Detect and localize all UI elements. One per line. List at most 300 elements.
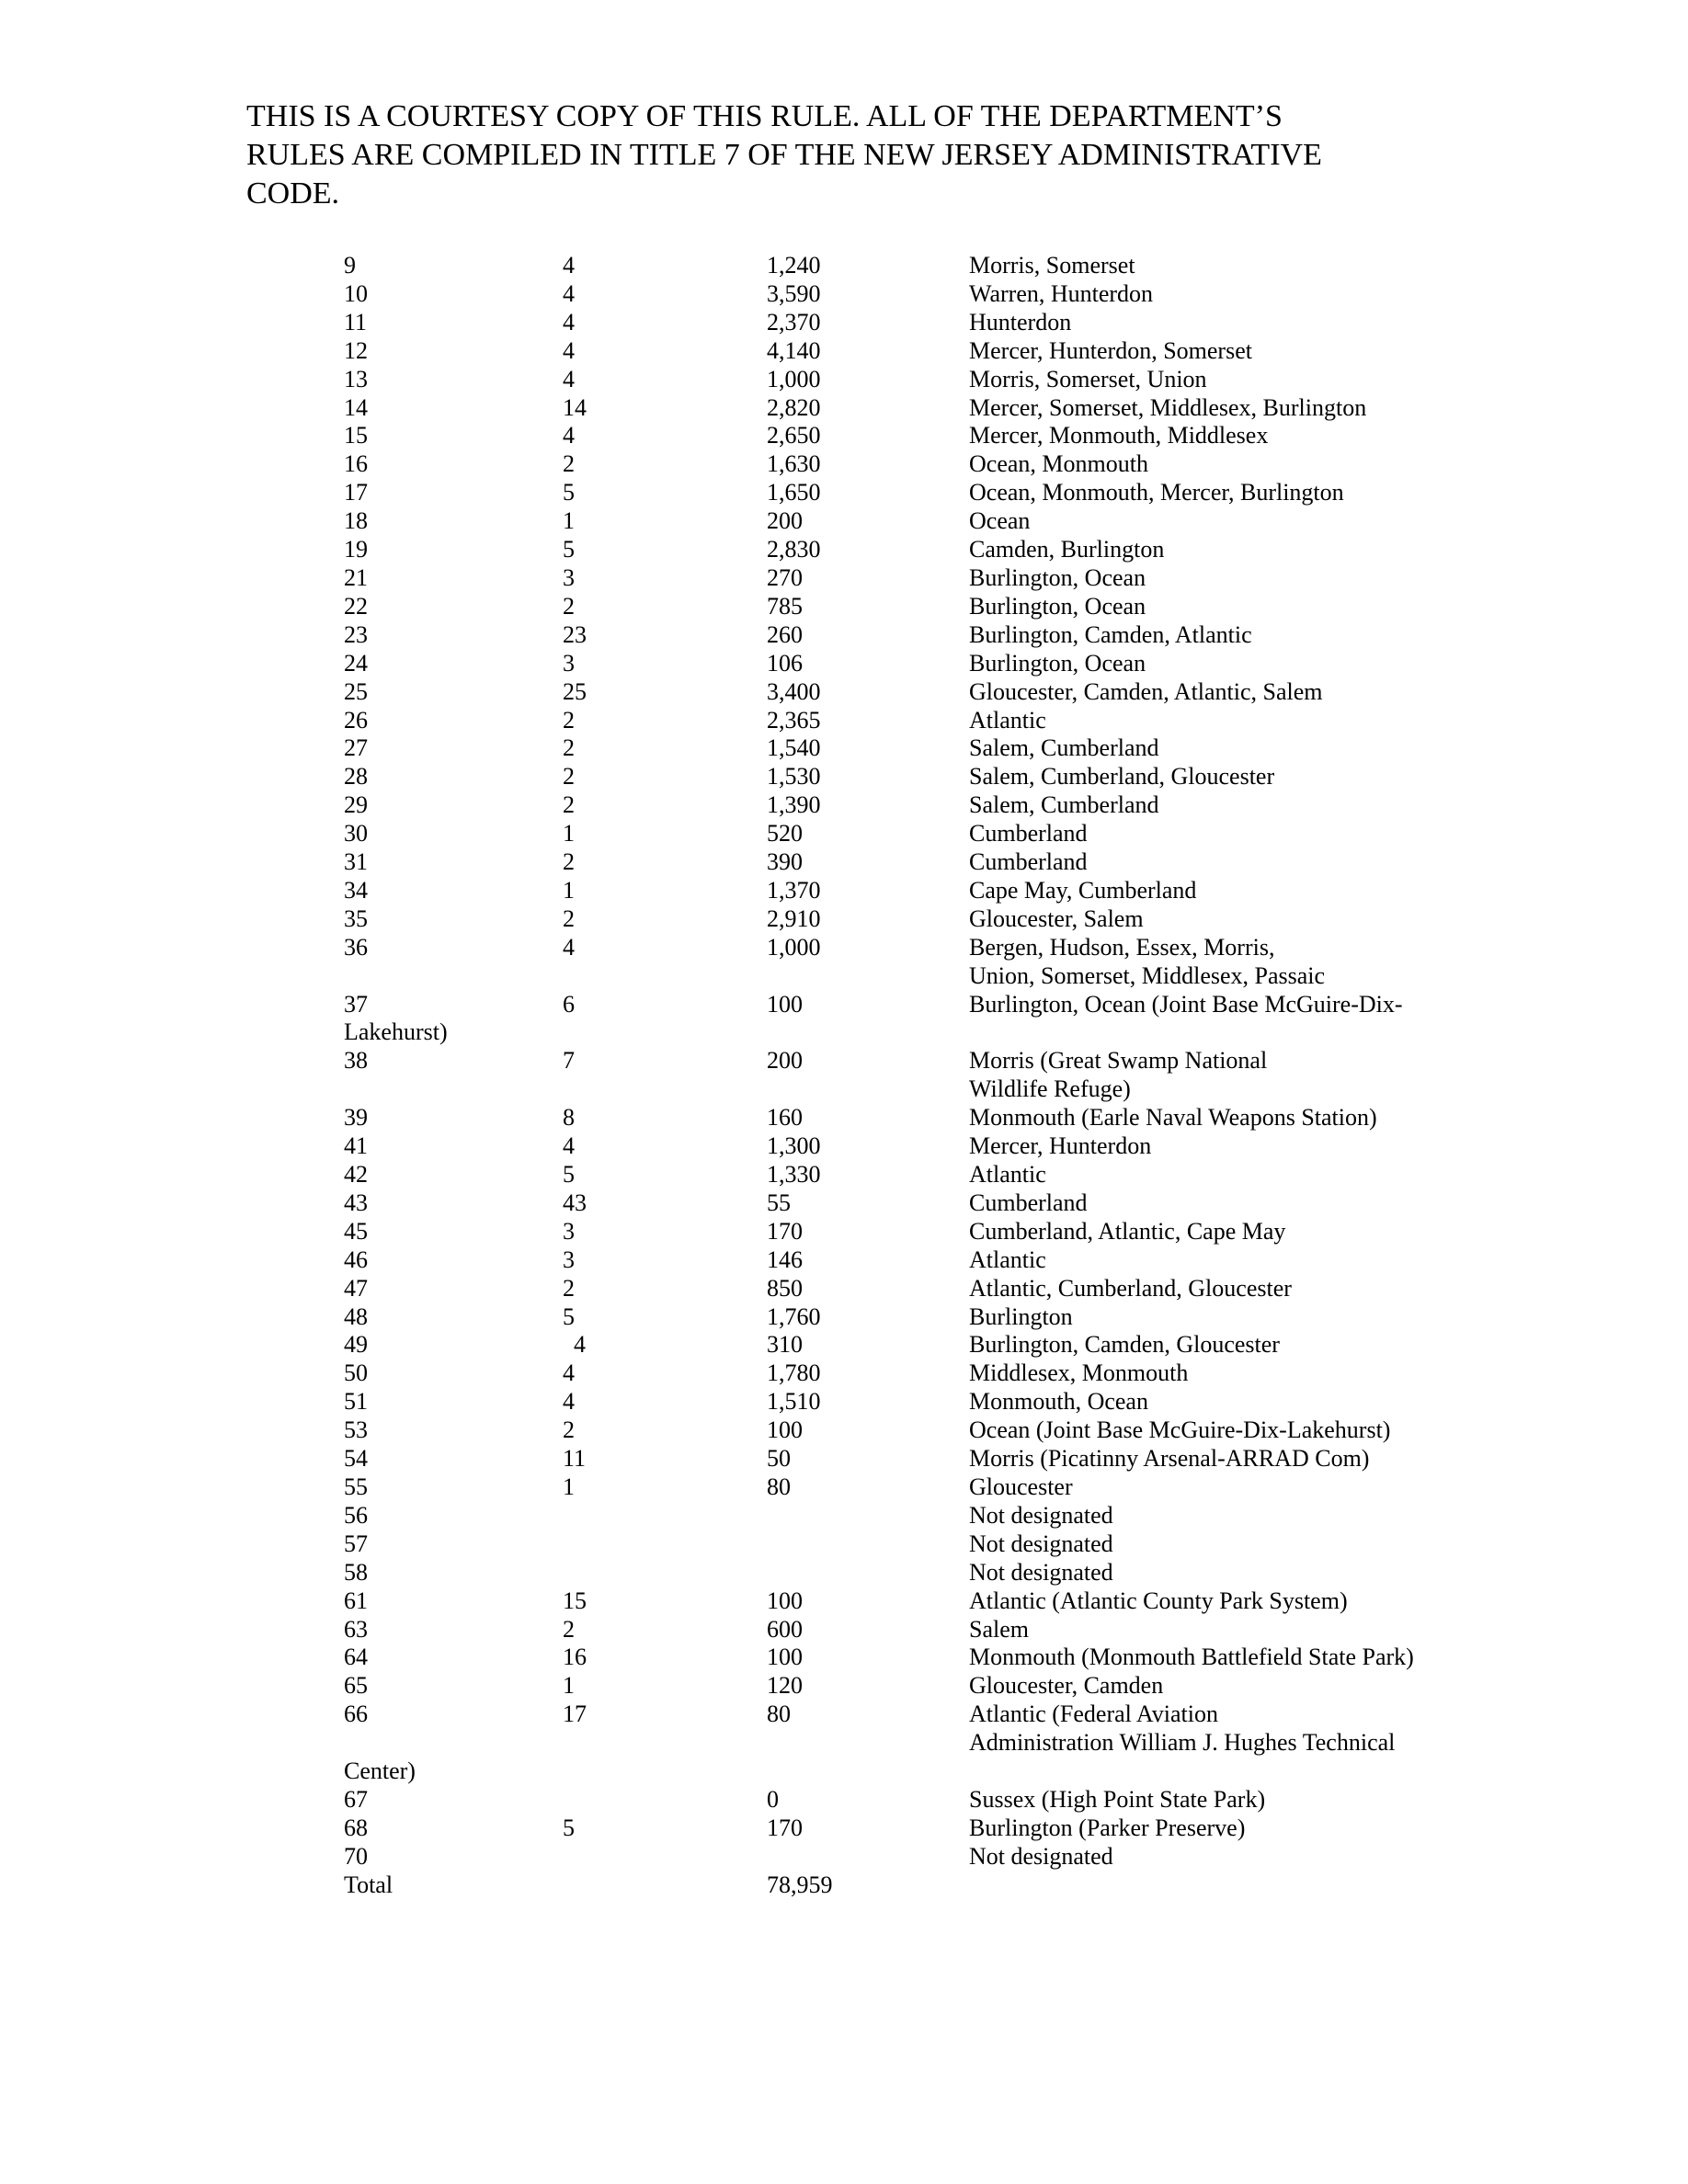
count-cell: 1 (563, 1672, 575, 1700)
acres-cell: 3,590 (767, 279, 821, 307)
acres-cell: 160 (767, 1104, 803, 1132)
count-cell: 3 (563, 563, 575, 591)
zone-number-cell: 10 (344, 279, 368, 307)
counties-line: Ocean (969, 507, 1031, 535)
table-row (344, 1132, 1539, 1161)
counties-line: Bergen, Hudson, Essex, Morris, (969, 933, 1275, 961)
count-cell: 7 (563, 1047, 575, 1075)
counties-line: Atlantic (Atlantic County Park System) (969, 1587, 1348, 1614)
counties-line: Salem, Cumberland, Gloucester (969, 763, 1275, 791)
counties-cell (969, 450, 1539, 479)
count-cell: 4 (563, 1132, 575, 1160)
acres-cell: 2,365 (767, 706, 821, 734)
counties-line: Gloucester, Salem (969, 904, 1144, 932)
counties-cell (969, 593, 1539, 621)
zone-number-cell: 51 (344, 1388, 368, 1416)
zone-number-cell: 42 (344, 1161, 368, 1188)
zone-number-cell: 64 (344, 1644, 368, 1671)
counties-cell (969, 309, 1539, 337)
acres-cell: 270 (767, 563, 803, 591)
acres-cell: 2,820 (767, 393, 821, 421)
counties-line: Mercer, Somerset, Middlesex, Burlington (969, 393, 1367, 421)
counties-line: Middlesex, Monmouth (969, 1359, 1189, 1387)
counties-line: Cumberland (969, 1189, 1088, 1216)
counties-line: Monmouth, Ocean (969, 1388, 1148, 1416)
counties-line: Monmouth (Earle Naval Weapons Station) (969, 1104, 1377, 1132)
counties-cell (969, 877, 1539, 905)
counties-line: Mercer, Hunterdon, Somerset (969, 336, 1252, 364)
counties-line: Morris (Great Swamp National (969, 1047, 1268, 1075)
zone-number-cell: 65 (344, 1672, 368, 1700)
table-row (344, 1416, 1539, 1445)
notice-line: CODE. (246, 176, 340, 210)
zone-number-cell: 43 (344, 1189, 368, 1216)
acres-cell: 1,330 (767, 1161, 821, 1188)
count-cell: 14 (563, 393, 587, 421)
table-row (344, 1644, 1539, 1672)
counties-cell (969, 1104, 1539, 1132)
counties-line: Salem, Cumberland (969, 734, 1159, 762)
acres-cell: 1,630 (767, 450, 821, 478)
table-row (344, 1303, 1539, 1332)
zone-number-cell: 9 (344, 252, 356, 279)
acres-cell: 80 (767, 1473, 791, 1500)
zone-number-cell: 48 (344, 1302, 368, 1330)
counties-cell (969, 1502, 1539, 1530)
count-cell: 4 (563, 1388, 575, 1416)
acres-cell: 1,650 (767, 479, 821, 506)
count-cell: 4 (563, 933, 575, 961)
zone-number-cell: 34 (344, 876, 368, 904)
counties-line: Morris, Somerset, Union (969, 365, 1207, 392)
count-cell: 4 (563, 422, 575, 449)
count-cell: 2 (563, 1274, 575, 1302)
counties-cell (969, 1047, 1539, 1104)
table-row (344, 1473, 1539, 1502)
zone-number-cell: 56 (344, 1501, 368, 1529)
zone-number-cell: 55 (344, 1473, 368, 1500)
table-row (344, 621, 1539, 650)
table-row (344, 1388, 1539, 1416)
counties-line: Burlington, Ocean (969, 563, 1146, 591)
table-row (344, 479, 1539, 507)
zone-number-cell: 24 (344, 649, 368, 677)
counties-cell (969, 1132, 1539, 1161)
counties-cell (969, 337, 1539, 366)
counties-line: Union, Somerset, Middlesex, Passaic (969, 961, 1326, 989)
count-cell: 2 (563, 592, 575, 620)
table-row (344, 791, 1539, 820)
table-row (344, 707, 1539, 735)
zone-number-cell: 28 (344, 763, 368, 791)
counties-line: Cape May, Cumberland (969, 876, 1197, 904)
count-cell: 4 (563, 308, 575, 336)
zone-number-cell: 49 (344, 1331, 368, 1359)
count-cell: 5 (563, 1814, 575, 1841)
counties-line: Cumberland (969, 848, 1088, 876)
counties-line: Atlantic (969, 1246, 1046, 1273)
count-cell: 25 (563, 677, 587, 705)
acres-cell: 50 (767, 1445, 791, 1473)
zone-number-cell: 36 (344, 933, 368, 961)
counties-cell (969, 820, 1539, 848)
counties-cell (969, 621, 1539, 650)
counties-cell (969, 905, 1539, 934)
acres-cell: 146 (767, 1246, 803, 1273)
counties-line: Sussex (High Point State Park) (969, 1785, 1266, 1813)
counties-line: Not designated (969, 1842, 1113, 1870)
counties-cell (969, 1587, 1539, 1616)
zone-number-cell: 14 (344, 393, 368, 421)
counties-line: Gloucester (969, 1473, 1073, 1500)
counties-cell (969, 848, 1539, 877)
acres-cell: 1,760 (767, 1302, 821, 1330)
counties-cell (969, 1416, 1539, 1445)
count-cell: 4 (563, 279, 575, 307)
count-cell: 1 (563, 1473, 575, 1500)
table-row (344, 507, 1539, 536)
counties-wrap-line: Lakehurst) (344, 1018, 448, 1046)
table-row (344, 1161, 1539, 1189)
counties-line: Burlington (Parker Preserve) (969, 1814, 1246, 1841)
acres-cell: 2,830 (767, 536, 821, 563)
acres-cell: 1,000 (767, 933, 821, 961)
count-cell: 3 (563, 1217, 575, 1245)
count-cell: 4 (563, 365, 575, 392)
table-row (344, 1786, 1539, 1814)
count-cell: 11 (563, 1445, 587, 1473)
counties-cell (969, 536, 1539, 564)
counties-line: Atlantic (969, 706, 1046, 734)
table-row (344, 877, 1539, 905)
zone-number-cell: 66 (344, 1701, 368, 1728)
acres-cell: 1,300 (767, 1132, 821, 1160)
acres-cell: 100 (767, 1416, 803, 1444)
counties-line: Warren, Hunterdon (969, 279, 1154, 307)
counties-cell (969, 1445, 1539, 1473)
counties-line: Ocean (Joint Base McGuire-Dix-Lakehurst) (969, 1416, 1391, 1444)
counties-line: Hunterdon (969, 308, 1072, 336)
zone-number-cell: 16 (344, 450, 368, 478)
count-cell: 5 (563, 1302, 575, 1330)
zone-number-cell: 12 (344, 336, 368, 364)
counties-cell (969, 678, 1539, 707)
counties-line: Not designated (969, 1530, 1113, 1557)
counties-cell (969, 707, 1539, 735)
counties-cell (969, 1189, 1539, 1218)
zone-number-cell: 38 (344, 1047, 368, 1075)
counties-cell (969, 1303, 1539, 1332)
count-cell: 4 (563, 252, 575, 279)
counties-cell (969, 934, 1539, 991)
counties-cell (969, 564, 1539, 593)
acres-cell: 2,650 (767, 422, 821, 449)
counties-cell (969, 791, 1539, 820)
counties-line: Salem (969, 1615, 1029, 1643)
acres-cell: 170 (767, 1217, 803, 1245)
acres-cell: 2,910 (767, 904, 821, 932)
counties-cell (969, 507, 1539, 536)
counties-line: Mercer, Hunterdon (969, 1132, 1152, 1160)
count-cell: 4 (563, 336, 575, 364)
table-row (344, 1047, 1539, 1104)
table-row (344, 1359, 1539, 1388)
count-cell: 17 (563, 1701, 587, 1728)
counties-cell (969, 1616, 1539, 1644)
acres-cell: 1,240 (767, 252, 821, 279)
count-cell: 2 (563, 450, 575, 478)
acres-cell: 1,780 (767, 1359, 821, 1387)
acres-cell: 106 (767, 649, 803, 677)
acres-cell: 100 (767, 1644, 803, 1671)
counties-cell (969, 1473, 1539, 1502)
acres-cell: 850 (767, 1274, 803, 1302)
acres-cell: 0 (767, 1785, 779, 1813)
table-row (344, 934, 1539, 991)
zone-number-cell: 63 (344, 1615, 368, 1643)
zone-number-cell: 58 (344, 1558, 368, 1586)
counties-cell (969, 650, 1539, 678)
zone-number-cell: 17 (344, 479, 368, 506)
count-cell: 1 (563, 507, 575, 535)
table-row (344, 1445, 1539, 1473)
acres-cell: 1,540 (767, 734, 821, 762)
counties-line: Burlington (969, 1302, 1073, 1330)
zone-number-cell: 23 (344, 620, 368, 648)
count-cell: 1 (563, 876, 575, 904)
acres-cell: 310 (767, 1331, 803, 1359)
acres-cell: 1,510 (767, 1388, 821, 1416)
counties-cell (969, 1218, 1539, 1246)
zone-number-cell: 22 (344, 592, 368, 620)
acres-cell: 78,959 (767, 1871, 833, 1898)
table-row (344, 650, 1539, 678)
count-cell: 2 (563, 848, 575, 876)
acres-cell: 1,390 (767, 791, 821, 819)
counties-cell (969, 1843, 1539, 1871)
table-row (344, 593, 1539, 621)
counties-line: Salem, Cumberland (969, 791, 1159, 819)
table-row (344, 734, 1539, 763)
count-cell: 4 (574, 1331, 586, 1359)
counties-line: Burlington, Camden, Atlantic (969, 620, 1252, 648)
counties-cell (969, 991, 1539, 1019)
count-cell: 2 (563, 904, 575, 932)
acres-cell: 1,000 (767, 365, 821, 392)
counties-cell (969, 280, 1539, 309)
count-cell: 16 (563, 1644, 587, 1671)
table-row (344, 309, 1539, 337)
acres-cell: 80 (767, 1701, 791, 1728)
counties-cell (969, 366, 1539, 394)
table-row (344, 1587, 1539, 1616)
counties-line: Atlantic (969, 1161, 1046, 1188)
count-cell: 5 (563, 479, 575, 506)
acres-cell: 200 (767, 507, 803, 535)
count-cell: 2 (563, 706, 575, 734)
counties-line: Monmouth (Monmouth Battlefield State Park) (969, 1644, 1414, 1671)
zone-number-cell: Total (344, 1871, 393, 1898)
counties-line: Burlington, Ocean (969, 592, 1146, 620)
table-row (344, 394, 1539, 423)
count-cell: 23 (563, 620, 587, 648)
table-row (344, 905, 1539, 934)
zone-number-cell: 70 (344, 1842, 368, 1870)
count-cell: 2 (563, 791, 575, 819)
table-row (344, 820, 1539, 848)
table-row (344, 1502, 1539, 1530)
zone-number-cell: 19 (344, 536, 368, 563)
acres-cell: 200 (767, 1047, 803, 1075)
zone-number-cell: 39 (344, 1104, 368, 1132)
zone-number-cell: 54 (344, 1445, 368, 1473)
count-cell: 43 (563, 1189, 587, 1216)
counties-cell (969, 1559, 1539, 1587)
counties-line: Mercer, Monmouth, Middlesex (969, 422, 1269, 449)
table-row (344, 1246, 1539, 1275)
count-cell: 6 (563, 990, 575, 1018)
counties-line: Ocean, Monmouth, Mercer, Burlington (969, 479, 1344, 506)
counties-line: Gloucester, Camden (969, 1672, 1164, 1700)
zone-number-cell: 13 (344, 365, 368, 392)
counties-line: Gloucester, Camden, Atlantic, Salem (969, 677, 1323, 705)
counties-line: Morris, Somerset (969, 252, 1135, 279)
counties-wrap-line: Center) (344, 1757, 416, 1785)
count-cell: 8 (563, 1104, 575, 1132)
table-row (344, 1218, 1539, 1246)
count-cell: 1 (563, 820, 575, 847)
zone-number-cell: 50 (344, 1359, 368, 1387)
zone-number-cell: 46 (344, 1246, 368, 1273)
table-row (344, 536, 1539, 564)
table-row (344, 763, 1539, 791)
counties-line: Cumberland (969, 820, 1088, 847)
counties-line: Not designated (969, 1558, 1113, 1586)
acres-cell: 55 (767, 1189, 791, 1216)
zone-number-cell: 41 (344, 1132, 368, 1160)
counties-cell (969, 1388, 1539, 1416)
acres-cell: 100 (767, 1587, 803, 1614)
table-row (344, 1672, 1539, 1701)
counties-cell (969, 479, 1539, 507)
table-row (344, 1189, 1539, 1218)
counties-line: Atlantic, Cumberland, Gloucester (969, 1274, 1292, 1302)
acres-cell: 390 (767, 848, 803, 876)
counties-line (969, 1871, 1539, 1900)
zone-number-cell: 45 (344, 1217, 368, 1245)
counties-line: Burlington, Ocean (969, 649, 1146, 677)
zone-number-cell: 21 (344, 563, 368, 591)
notice-line: THIS IS A COURTESY COPY OF THIS RULE. ALL OF THE DEPARTMENT’S (246, 99, 1283, 133)
acres-cell: 4,140 (767, 336, 821, 364)
count-cell: 2 (563, 734, 575, 762)
zone-number-cell: 29 (344, 791, 368, 819)
counties-line: Camden, Burlington (969, 536, 1165, 563)
counties-cell (969, 1701, 1539, 1757)
table-row (344, 991, 1539, 1048)
zone-number-cell: 47 (344, 1274, 368, 1302)
acres-cell: 260 (767, 620, 803, 648)
acres-cell: 520 (767, 820, 803, 847)
table-row (344, 337, 1539, 366)
acres-cell: 3,400 (767, 677, 821, 705)
zone-number-cell: 67 (344, 1785, 368, 1813)
table-row (344, 1843, 1539, 1871)
counties-cell (969, 1359, 1539, 1388)
counties-line: Atlantic (Federal Aviation (969, 1701, 1218, 1728)
counties-cell (969, 422, 1539, 450)
count-cell: 5 (563, 1161, 575, 1188)
table-row (344, 280, 1539, 309)
zone-number-cell: 26 (344, 706, 368, 734)
acres-cell: 785 (767, 592, 803, 620)
table-row (344, 1275, 1539, 1303)
count-cell: 2 (563, 1416, 575, 1444)
acres-cell: 120 (767, 1672, 803, 1700)
zone-number-cell: 15 (344, 422, 368, 449)
zone-number-cell: 53 (344, 1416, 368, 1444)
counties-cell (969, 1814, 1539, 1843)
courtesy-copy-notice (246, 97, 1534, 213)
counties-line: Burlington, Ocean (Joint Base McGuire-Dix- (969, 990, 1403, 1018)
table-row (344, 1814, 1539, 1843)
acres-cell: 600 (767, 1615, 803, 1643)
zone-number-cell: 35 (344, 904, 368, 932)
counties-cell (969, 1644, 1539, 1672)
count-cell: 2 (563, 1615, 575, 1643)
table-row (344, 1559, 1539, 1587)
counties-cell (969, 1331, 1539, 1359)
table-row (344, 1616, 1539, 1644)
zone-number-cell: 57 (344, 1530, 368, 1557)
counties-line: Not designated (969, 1501, 1113, 1529)
counties-cell (969, 1530, 1539, 1559)
counties-cell (969, 1161, 1539, 1189)
table-row (344, 450, 1539, 479)
table-row (344, 1701, 1539, 1786)
count-cell: 4 (563, 1359, 575, 1387)
table-row (344, 252, 1539, 280)
acres-cell: 2,370 (767, 308, 821, 336)
counties-cell (969, 394, 1539, 423)
count-cell: 15 (563, 1587, 587, 1614)
table-row (344, 422, 1539, 450)
counties-cell (969, 1275, 1539, 1303)
counties-cell (969, 1786, 1539, 1814)
table-row (344, 564, 1539, 593)
counties-line: Burlington, Camden, Gloucester (969, 1331, 1280, 1359)
zone-number-cell: 11 (344, 308, 368, 336)
notice-line: RULES ARE COMPILED IN TITLE 7 OF THE NEW JERSEY ADMINISTRATIVE (246, 138, 1322, 172)
table-row (344, 678, 1539, 707)
zone-number-cell: 25 (344, 677, 368, 705)
counties-line: Wildlife Refuge) (969, 1075, 1131, 1103)
counties-cell (969, 734, 1539, 763)
table-row (344, 366, 1539, 394)
zone-number-cell: 30 (344, 820, 368, 847)
counties-cell (969, 1871, 1539, 1900)
table-row (344, 1530, 1539, 1559)
counties-line: Ocean, Monmouth (969, 450, 1148, 478)
counties-cell (969, 1672, 1539, 1701)
count-cell: 3 (563, 649, 575, 677)
zone-number-cell: 18 (344, 507, 368, 535)
zone-number-cell: 61 (344, 1587, 368, 1614)
table-row (344, 1331, 1539, 1359)
counties-cell (969, 252, 1539, 280)
zone-table (344, 252, 1539, 1900)
counties-line: Administration William J. Hughes Technical (969, 1729, 1396, 1757)
